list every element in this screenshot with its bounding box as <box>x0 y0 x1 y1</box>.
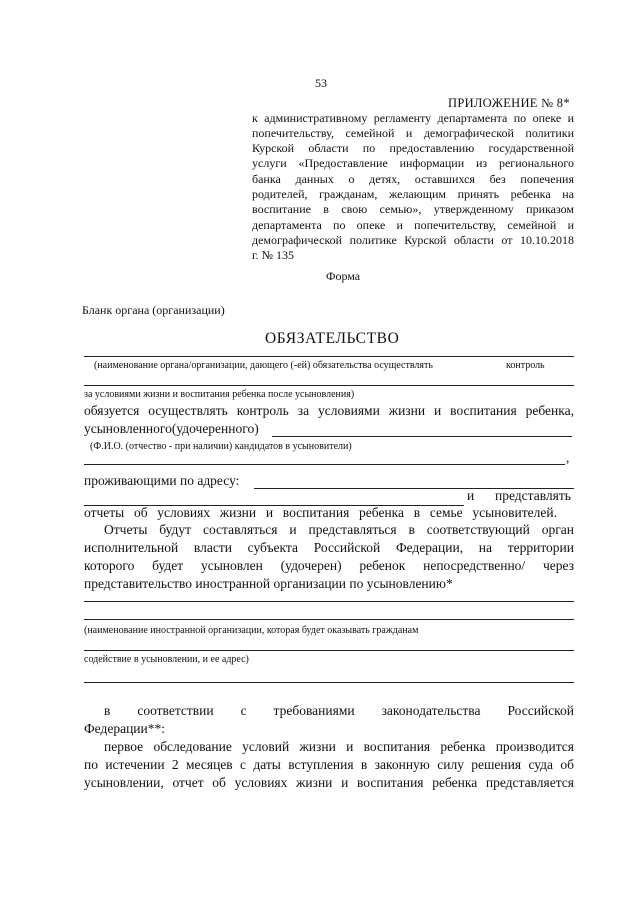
foreign-org-line <box>84 601 574 602</box>
document-title: ОБЯЗАТЕЛЬСТВО <box>265 330 400 347</box>
appendix-line: департамента по опеке и попечительству, семейной и <box>252 218 574 232</box>
form-label: Форма <box>326 269 361 283</box>
org-caption: (наименование органа/организации, дающего (-ей) обязательства осуществлять <box>94 360 433 371</box>
comma: , <box>566 450 570 465</box>
law-line-end: Федерации**: <box>84 721 166 736</box>
blank-label: Бланк органа (организации) <box>82 303 225 317</box>
org-caption-continued: за условиями жизни и воспитания ребенка после усыновления) <box>84 389 355 400</box>
child-name-line <box>272 436 572 437</box>
org-name-line <box>84 356 574 357</box>
appendix-line: г. № 135 <box>252 248 295 262</box>
appendix-line: Курской области по предоставлению государственной <box>252 141 574 155</box>
and-word: и <box>467 488 475 503</box>
appendix-title: ПРИЛОЖЕНИЕ № 8* <box>448 96 570 110</box>
foreign-org-line-3 <box>84 650 574 651</box>
reports-paragraph-line: представительство иностранной организации по усыновлению* <box>84 576 453 591</box>
inspection-paragraph-line: усыновлении, отчет об условиях жизни и воспитания ребенка представляется <box>84 775 574 790</box>
appendix-line: услуги «Предоставление информации из регионального <box>252 156 574 170</box>
law-line: в соответствии с требованиями законодательства Российской <box>104 703 574 718</box>
fio-caption: (Ф.И.О. (отчество - при наличии) кандидатов в усыновители) <box>90 441 352 452</box>
appendix-line: воспитание в свою семью», утвержденному приказом <box>252 202 574 216</box>
reports-line: отчеты об условиях жизни и воспитания ребенка в семье усыновителей. <box>84 505 557 520</box>
present-word: представлять <box>495 488 571 503</box>
reports-paragraph-line: Отчеты будут составляться и представляться в соответствующий орган <box>104 522 574 537</box>
foreign-org-caption-continued: содействие в усыновлении, и ее адрес) <box>84 654 249 665</box>
foreign-org-line-4 <box>84 682 574 683</box>
org-name-line-2 <box>84 385 574 386</box>
adopted-child-label: усыновленного(удочеренного) <box>84 421 259 436</box>
reports-paragraph-line: исполнительной власти субъекта Российской Федерации, на территории <box>84 540 574 555</box>
appendix-line: к административному регламенту департамента по опеке и <box>252 111 574 125</box>
inspection-paragraph-line: первое обследование условий жизни и воспитания ребенка производится <box>104 739 574 754</box>
candidates-name-line <box>84 464 565 465</box>
foreign-org-caption: (наименование иностранной организации, которая будет оказывать гражданам <box>84 625 419 636</box>
appendix-line: попечительству, семейной и демографической политики <box>252 126 574 140</box>
page-number: 53 <box>315 76 327 90</box>
reports-paragraph-line: которого будет усыновлен (удочерен) ребенок непосредственно/ через <box>84 558 574 573</box>
obligation-line: обязуется осуществлять контроль за условиями жизни и воспитания ребенка, <box>84 403 574 418</box>
inspection-paragraph-line: по истечении 2 месяцев с даты вступления в законную силу решения суда об <box>84 757 574 772</box>
appendix-line: банка данных о детях, оставшихся без попечения <box>252 172 574 186</box>
foreign-org-line-2 <box>84 619 574 620</box>
org-caption-end: контроль <box>506 360 545 371</box>
appendix-line: родителей, гражданам, желающим принять ребенка на <box>252 187 574 201</box>
address-label: проживающими по адресу: <box>84 473 240 488</box>
appendix-line: демографической политике Курской области от 10.10.2018 <box>252 233 574 247</box>
